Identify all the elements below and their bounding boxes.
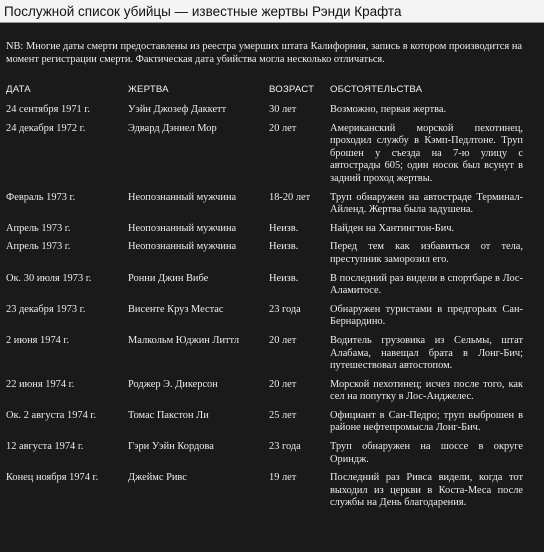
cell-desc: Морской пехотинец; исчез после того, как сел на попутку в Лос-Анджелес. [330,378,523,403]
cell-age: 20 лет [269,378,297,390]
table-row [6,410,523,441]
table-row [6,335,523,379]
cell-desc: Найден на Хантингтон-Бич. [330,222,455,234]
cell-age: Неизв. [269,241,299,253]
cell-date: 2 июня 1974 г. [6,334,70,346]
cell-desc: Перед тем как избавиться от тела, преступник заморозил его. [330,241,523,265]
cell-age: 20 лет [269,122,297,134]
cell-victim: Ронни Джин Вибе [128,272,209,284]
table-row [6,123,523,192]
table-row [6,379,523,410]
header-circumstances: ОБСТОЯТЕЛЬСТВА [330,84,423,95]
cell-victim: Неопознанный мужчина [128,241,237,253]
cell-victim: Томас Пакстон Ли [128,409,209,421]
cell-victim: Уэйн Джозеф Даккетт [128,104,227,115]
cell-date: Ок. 30 июля 1973 г. [6,272,92,284]
cell-desc: Труп обнаружен на автостраде Терминал-Айленд. Жертва была задушена. [330,191,523,216]
cell-victim: Малкольм Юджин Литтл [128,334,240,346]
cell-desc: В последний раз видели в спортбаре в Лос-Аламитосе. [330,272,523,297]
cell-age: 18-20 лет [269,191,311,203]
cell-victim: Гэри Уэйн Кордова [128,441,214,453]
cell-age: 19 лет [269,472,297,484]
cell-age: 20 лет [269,334,297,346]
cell-date: 24 сентября 1971 г. [6,104,91,115]
cell-victim: Висенте Круз Местас [128,303,224,315]
cell-date: Апрель 1973 г. [6,241,71,253]
cell-date: 12 августа 1974 г. [6,441,84,453]
table-row [6,472,523,516]
cell-date: Февраль 1973 г. [6,191,76,203]
table-row [6,273,523,304]
cell-desc: Обнаружен туристами в предгорьях Сан-Бернардино. [330,303,523,328]
window-title: Послужной список убийцы — известные жертвы Рэнди Крафта [0,0,544,23]
table-row [6,441,523,472]
table-row [6,104,523,123]
cell-desc: Официант в Сан-Педро; труп выброшен в районе нефтепромысла Лонг-Бич. [330,409,523,434]
cell-date: 23 декабря 1973 г. [6,303,86,315]
cell-age: Неизв. [269,272,299,284]
table-row [6,304,523,335]
cell-age: Неизв. [269,222,299,234]
cell-age: 23 года [269,441,301,453]
cell-victim: Роджер Э. Дикерсон [128,378,218,390]
cell-victim: Неопознанный мужчина [128,191,237,203]
cell-desc: Возможно, первая жертва. [330,104,447,115]
table-row [6,223,523,242]
header-age: ВОЗРАСТ [269,84,315,95]
cell-desc: Последний раз Ривса видели, когда тот выходил из церкви в Коста-Меса после службы на День благодарения. [330,472,523,509]
table-header-row [6,84,523,104]
header-victim: ЖЕРТВА [128,84,169,95]
cell-date: Апрель 1973 г. [6,222,71,234]
cell-age: 30 лет [269,104,297,115]
cell-date: Ок. 2 августа 1974 г. [6,409,97,421]
cell-victim: Неопознанный мужчина [128,222,237,234]
header-date: ДАТА [6,84,31,95]
cell-age: 25 лет [269,409,297,421]
cell-desc: Водитель грузовика из Сельмы, штат Алабама, навещал брата в Лонг-Бич; путешествовал автостопом. [330,334,523,372]
cell-victim: Джеймс Ривс [128,472,187,484]
content-panel [0,24,544,552]
cell-desc: Американский морской пехотинец, проходил службу в Кэмп-Педлтоне. Труп брошен у съезда на 7-ю улицу с автострады 605; один носок был всунут в задний проход жертвы. [330,122,523,184]
cell-date: 24 декабря 1972 г. [6,122,86,134]
note-text: NB: Многие даты смерти предоставлены из реестра умерших штата Калифорния, запись в котором производится на момент регистрации смерти. Фактическая дата убийства могла несколько отличаться. [6,41,522,65]
cell-desc: Труп обнаружен на шоссе в округе Ориндж. [330,441,523,465]
victims-table [6,84,523,516]
cell-date: Конец ноября 1974 г. [6,472,99,484]
cell-date: 22 июня 1974 г. [6,378,75,390]
cell-victim: Эдвард Дэниел Мор [128,122,217,134]
table-row [6,241,523,272]
cell-age: 23 года [269,303,301,315]
table-row [6,192,523,223]
